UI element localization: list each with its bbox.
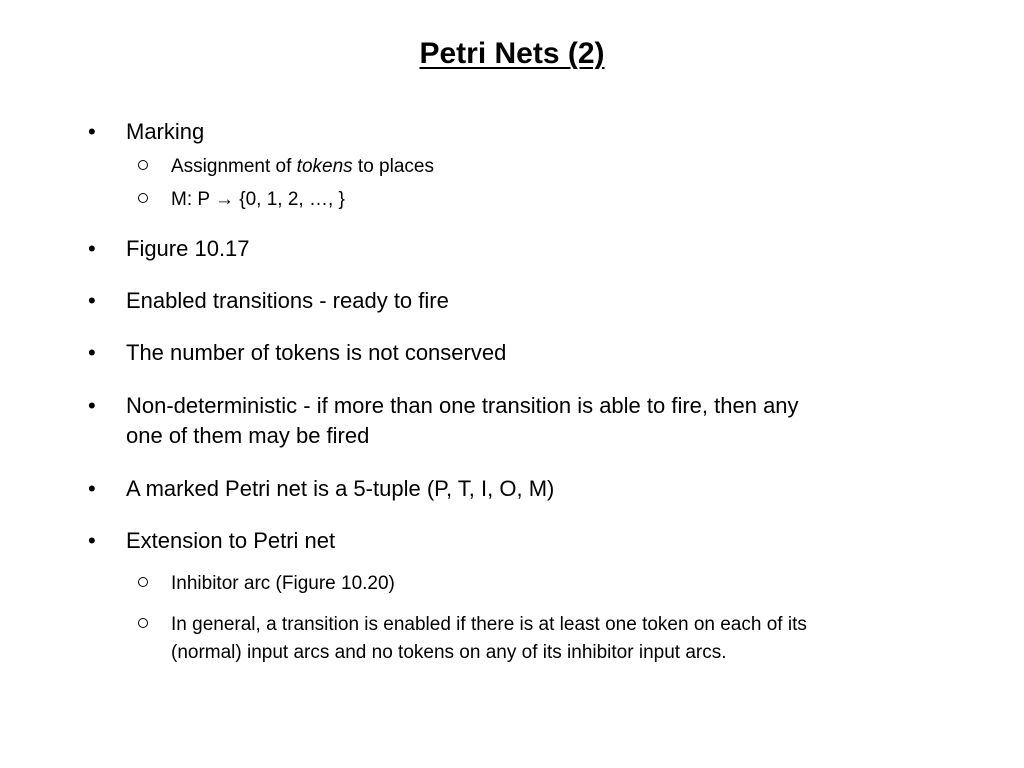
bullet-text-line-2: one of them may be fired [126, 423, 370, 448]
bullet-icon: • [88, 288, 96, 313]
bullet-icon: • [88, 476, 96, 501]
sub-bullet-mapping [171, 186, 951, 214]
hollow-circle-icon [138, 193, 148, 203]
bullet-text: Enabled transitions - ready to fire [126, 288, 449, 313]
sub-bullet-assignment [171, 153, 951, 181]
bullet-figure [88, 234, 926, 264]
bullet-enabled-transitions [88, 286, 926, 316]
sub-bullet-inhibitor [171, 570, 951, 598]
hollow-circle-icon [138, 160, 148, 170]
bullet-marking [88, 117, 926, 147]
sub-bullet-text-emphasis: tokens [296, 156, 353, 177]
bullet-text: A marked Petri net is a 5-tuple (P, T, I, O, M) [126, 476, 555, 501]
bullet-icon: • [88, 528, 96, 553]
bullet-text: Marking [126, 119, 205, 144]
sub-bullet-text-post: to places [352, 156, 434, 177]
bullet-text-line-1: Non-deterministic - if more than one transition is able to fire, then any [126, 393, 799, 418]
sub-bullet-text-line-1: In general, a transition is enabled if there is at least one token on each of its [171, 614, 807, 635]
bullet-extension [88, 526, 926, 556]
bullet-non-deterministic [88, 391, 926, 451]
bullet-tokens-not-conserved [88, 338, 926, 368]
bullet-icon: • [88, 119, 96, 144]
sub-bullet-text-pre: Assignment of [171, 156, 297, 177]
slide-title: Petri Nets (2) [419, 37, 605, 70]
sub-bullet-text-line-2: (normal) input arcs and no tokens on any of its inhibitor input arcs. [171, 642, 727, 663]
hollow-circle-icon [138, 577, 148, 587]
sub-bullet-text: Inhibitor arc (Figure 10.20) [171, 573, 395, 594]
bullet-icon: • [88, 236, 96, 261]
sub-bullet-general [171, 611, 951, 667]
hollow-circle-icon [138, 618, 148, 628]
bullet-icon: • [88, 393, 96, 418]
bullet-text: Figure 10.17 [126, 236, 250, 261]
sub-bullet-text: M: P → {0, 1, 2, …, } [171, 189, 345, 210]
bullet-text: Extension to Petri net [126, 528, 336, 553]
bullet-text: The number of tokens is not conserved [126, 340, 507, 365]
bullet-five-tuple [88, 474, 926, 504]
bullet-icon: • [88, 340, 96, 365]
